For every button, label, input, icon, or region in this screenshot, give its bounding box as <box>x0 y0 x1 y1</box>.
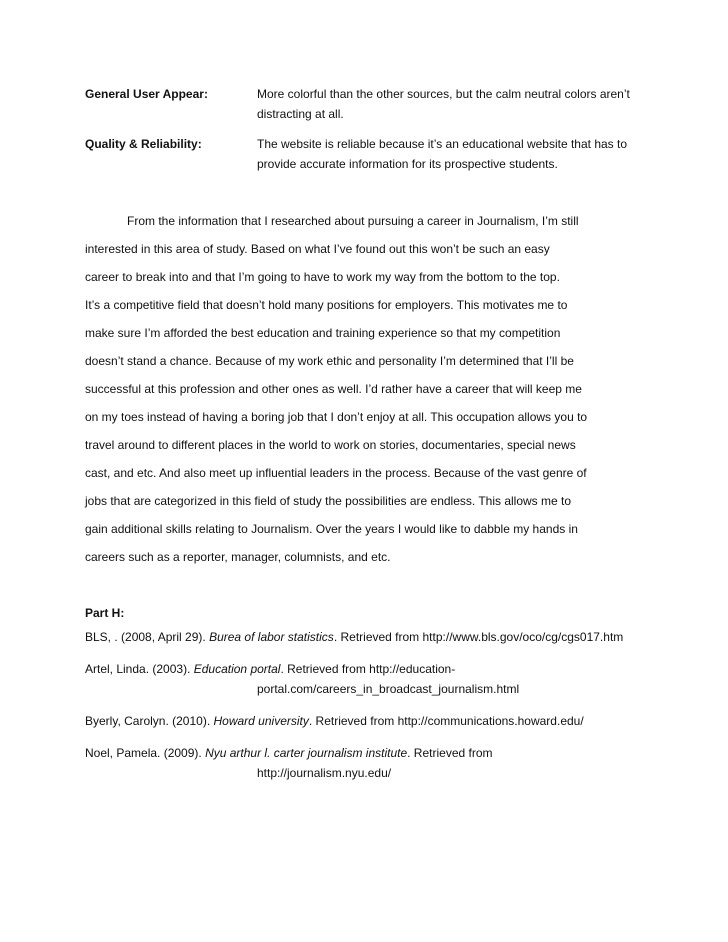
reference-retrieval: . Retrieved from http://education- <box>280 662 456 676</box>
paragraph-line: travel around to different places in the world to work on stories, documentaries, special news <box>85 438 576 452</box>
reference-author-date: Artel, Linda. (2003). <box>85 662 194 676</box>
reference-title: Howard university <box>213 714 309 728</box>
reference-retrieval: . Retrieved from <box>407 746 493 760</box>
reference-author-date: BLS, . (2008, April 29). <box>85 630 210 644</box>
paragraph-line: on my toes instead of having a boring job that I don’t enjoy at all. This occupation allows you to <box>85 410 588 424</box>
reference-title: Nyu arthur l. carter journalism institute <box>205 746 408 760</box>
criterion-value-line: provide accurate information for its prospective students. <box>257 157 558 171</box>
body-paragraph <box>85 207 665 571</box>
criterion-value-line: distracting at all. <box>257 107 344 121</box>
reference-retrieval: . Retrieved from http://www.bls.gov/oco/cg/cgs017.htm <box>333 630 624 644</box>
reference-retrieval: . Retrieved from http://communications.howard.edu/ <box>308 714 584 728</box>
paragraph-line: career to break into and that I’m going to have to work my way from the bottom to the top. <box>85 270 560 284</box>
reference-author-date: Byerly, Carolyn. (2010). <box>85 714 214 728</box>
section-heading-part-h: Part H: <box>85 606 125 620</box>
reference-continuation: portal.com/careers_in_broadcast_journalism.html <box>257 682 520 696</box>
reference-list <box>85 627 685 783</box>
criterion-value <box>257 84 657 124</box>
paragraph-line: gain additional skills relating to Journalism. Over the years I would like to dabble my hands in <box>85 522 578 536</box>
paragraph-line: make sure I’m afforded the best education and training experience so that my competition <box>85 326 561 340</box>
reference-entry <box>85 743 685 783</box>
paragraph-line: doesn’t stand a chance. Because of my work ethic and personality I’m determined that I’ll be <box>85 354 574 368</box>
criterion-value-line: More colorful than the other sources, but the calm neutral colors aren’t <box>257 87 630 101</box>
criterion-value <box>257 134 657 174</box>
reference-entry <box>85 627 685 647</box>
criterion-value-line: The website is reliable because it’s an educational website that has to <box>257 137 628 151</box>
paragraph-line: jobs that are categorized in this field of study the possibilities are endless. This allows me to <box>85 494 572 508</box>
paragraph-line: interested in this area of study. Based on what I’ve found out this won’t be such an easy <box>85 242 550 256</box>
reference-entry <box>85 659 685 699</box>
criterion-label: General User Appear: <box>85 87 208 101</box>
paragraph-line: successful at this profession and other ones as well. I’d rather have a career that will keep me <box>85 382 582 396</box>
reference-title: Burea of labor statistics <box>209 630 334 644</box>
reference-entry <box>85 711 685 731</box>
criterion-label: Quality & Reliability: <box>85 137 202 151</box>
reference-title: Education portal <box>193 662 281 676</box>
paragraph-line: From the information that I researched about pursuing a career in Journalism, I’m still <box>127 214 579 228</box>
paragraph-line: It’s a competitive field that doesn’t hold many positions for employers. This motivates me to <box>85 298 568 312</box>
reference-continuation: http://journalism.nyu.edu/ <box>257 766 392 780</box>
paragraph-line: cast, and etc. And also meet up influential leaders in the process. Because of the vast genre of <box>85 466 587 480</box>
paragraph-line: careers such as a reporter, manager, columnists, and etc. <box>85 550 391 564</box>
reference-author-date: Noel, Pamela. (2009). <box>85 746 206 760</box>
